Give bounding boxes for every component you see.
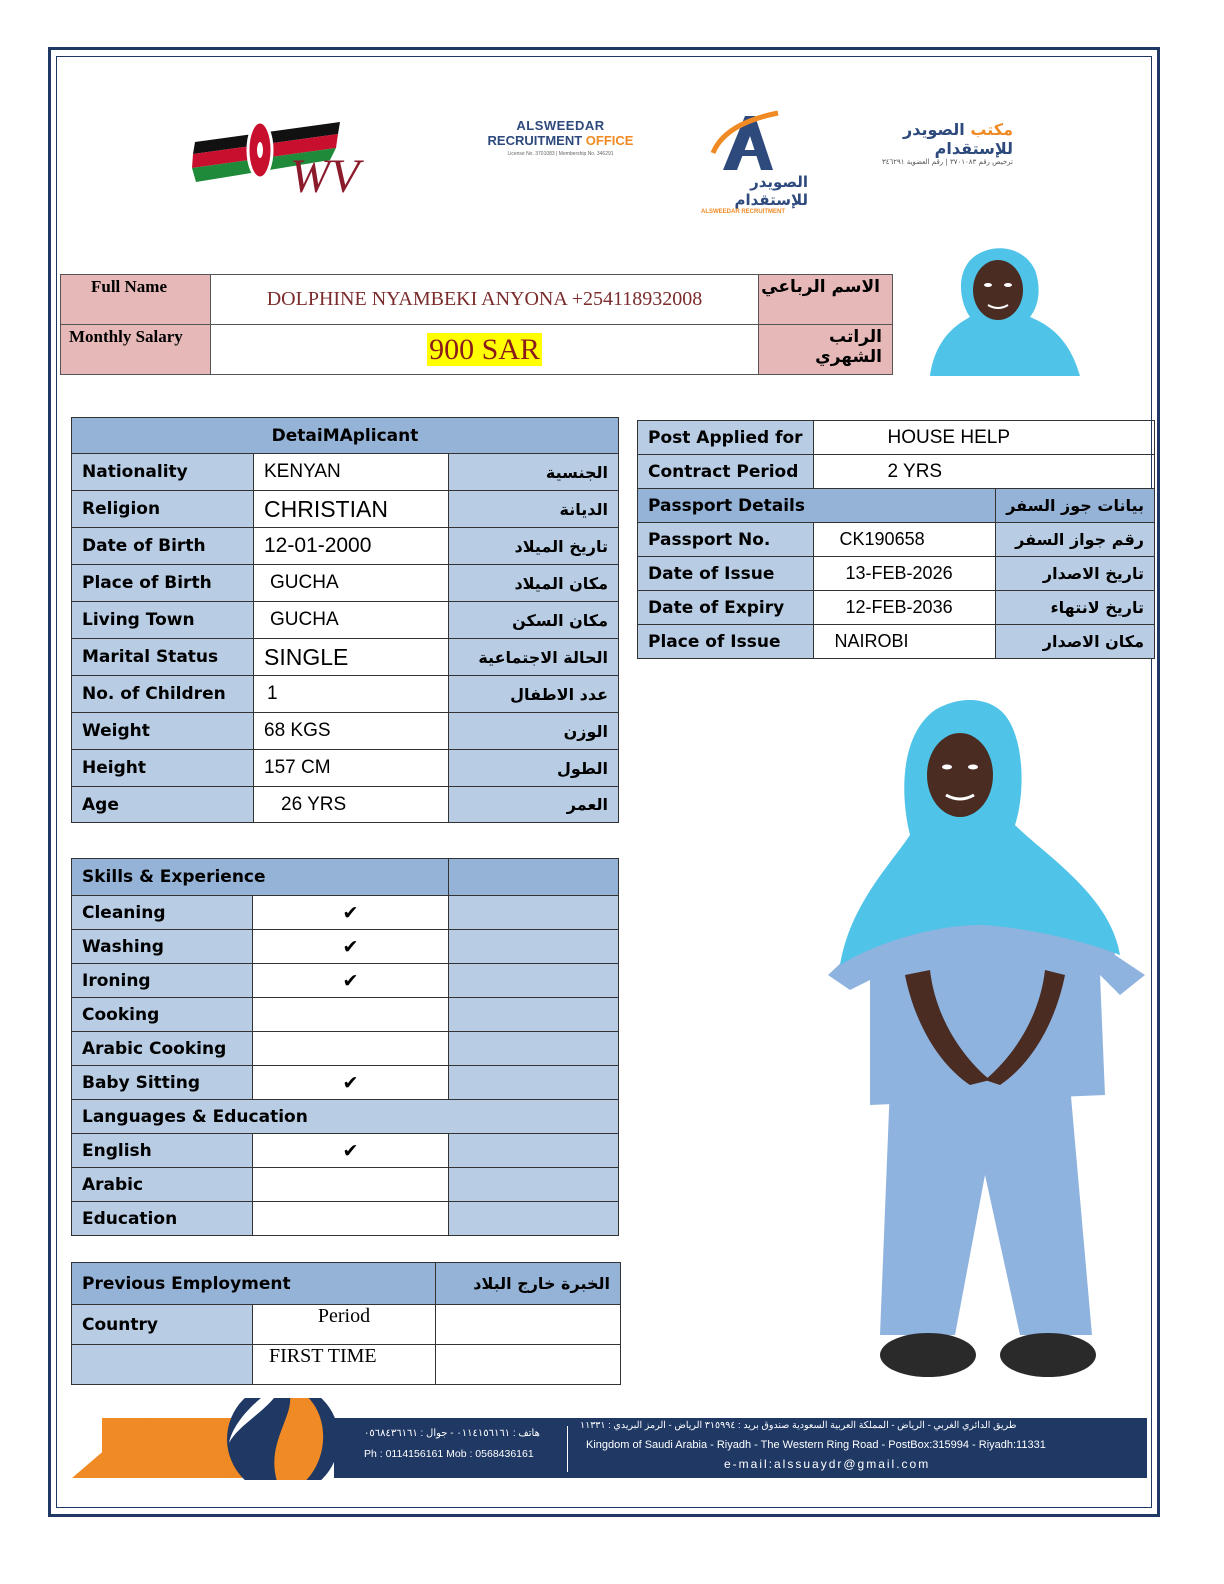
skills-title: Skills & Experience [72,859,449,896]
skill-check-mark [253,998,448,1032]
skill-check-mark [253,1032,448,1066]
name-salary-table [60,274,893,375]
skill-label: Baby Sitting [72,1066,253,1100]
details-value: 68 KGS [254,713,449,750]
footer-email: e-mail:alssuaydr@gmail.com [724,1457,931,1471]
country-label: Country [72,1305,253,1345]
languages-title: Languages & Education [72,1100,619,1134]
details-label: No. of Children [72,676,254,713]
details-value: CHRISTIAN [254,491,449,528]
details-value: 12-01-2000 [254,528,449,565]
svg-text:WV: WV [290,150,360,203]
details-label: Height [72,750,254,787]
details-arabic: العمر [449,787,619,823]
details-value: SINGLE [254,639,449,676]
skill-extra-cell [448,964,618,998]
details-arabic: الديانة [449,491,619,528]
alsweedar-a-logo [678,108,808,213]
passport-value: CK190658 [813,523,996,557]
applicant-details-table [71,417,619,823]
full-name-value: DOLPHINE NYAMBEKI ANYONA +254118932008 [211,275,759,325]
details-label: Religion [72,491,254,528]
skill-extra-cell [448,930,618,964]
skill-check-mark: ✔ [253,964,448,998]
office-logo-line1: ALSWEEDAR [516,118,605,133]
skill-check-mark: ✔ [253,896,448,930]
skill-check-mark: ✔ [253,1066,448,1100]
details-value: 1 [254,676,449,713]
full-name-label: Full Name [61,275,211,325]
employment-blank-cell [436,1305,621,1345]
passport-details-header: Passport Details [638,489,996,523]
skills-header-blank [448,859,618,896]
passport-label: Date of Issue [638,557,814,591]
language-check-mark [253,1202,448,1236]
wv-kenya-logo [190,100,405,205]
details-arabic: الجنسية [449,454,619,491]
contract-period-label: Contract Period [638,455,814,489]
language-extra-cell [448,1168,618,1202]
footer-phone-english: Ph : 0114156161 Mob : 0568436161 [364,1448,534,1460]
a-logo-english: ALSWEEDAR RECRUITMENT [701,209,785,215]
office-logo-line2: RECRUITMENT OFFICE [487,133,634,148]
employment-country-cell [72,1345,253,1385]
employment-blank-cell [436,1345,621,1385]
skill-check-mark: ✔ [253,930,448,964]
footer-circle-logo-icon [224,1398,342,1480]
passport-value: 13-FEB-2026 [813,557,996,591]
full-name-arabic: الاسم الرباعي [759,275,893,325]
footer-phone-arabic: هاتف : ٠١١٤١٥٦١٦١ - جوال : ٠٥٦٨٤٣٦١٦١ [364,1428,540,1439]
details-value: 157 CM [254,750,449,787]
alsweedar-arabic-logo [828,120,1013,170]
footer-divider [567,1426,568,1472]
details-arabic: تاريخ الميلاد [449,528,619,565]
footer-address-english: Kingdom of Saudi Arabia - Riyadh - The Western Ring Road - PostBox:315994 - Riyadh:11331 [586,1439,1046,1451]
skill-label: Cleaning [72,896,253,930]
details-title: DetaiMAplicant [72,418,619,454]
skill-label: Arabic Cooking [72,1032,253,1066]
first-time-value: FIRST TIME [253,1345,436,1385]
details-label: Place of Birth [72,565,254,602]
language-check-mark: ✔ [253,1134,448,1168]
passport-value: NAIROBI [813,625,996,659]
employment-title: Previous Employment [72,1263,436,1305]
details-arabic: الطول [449,750,619,787]
details-label: Age [72,787,254,823]
post-applied-label: Post Applied for [638,421,814,455]
footer-orange-wedge [72,1418,234,1478]
contract-period-value: 2 YRS [813,455,1154,489]
details-arabic: الوزن [449,713,619,750]
details-value: KENYAN [254,454,449,491]
a-logo-arabic: الصويدر للإستقدام [734,173,808,209]
details-label: Marital Status [72,639,254,676]
details-label: Date of Birth [72,528,254,565]
period-label: Period [253,1305,436,1345]
skills-table [71,858,619,1236]
details-arabic: مكان الميلاد [449,565,619,602]
language-label: Arabic [72,1168,253,1202]
language-extra-cell [448,1134,618,1168]
language-check-mark [253,1168,448,1202]
language-extra-cell [448,1202,618,1236]
passport-arabic: تاريخ الاصدار [996,557,1155,591]
details-value: 26 YRS [254,787,449,823]
page-footer [72,1398,1147,1480]
skill-extra-cell [448,998,618,1032]
details-label: Nationality [72,454,254,491]
skill-label: Washing [72,930,253,964]
details-label: Living Town [72,602,254,639]
footer-address-arabic: طريق الدائري الغربي - الرياض - المملكة العربية السعودية صندوق بريد : ٣١٥٩٩٤ الرياض - الرمز البريدي : ١١٣٣١ [580,1420,1017,1431]
employment-title-arabic: الخبرة خارج البلاد [436,1263,621,1305]
skill-extra-cell [448,1032,618,1066]
passport-details-header-arabic: بيانات جوز السفر [996,489,1155,523]
monthly-salary-value: 900 SAR [429,332,540,366]
alsweedar-office-logo [478,118,643,178]
details-arabic: عدد الاطفال [449,676,619,713]
applicant-portrait-photo [910,245,1088,376]
applicant-full-body-photo [820,695,1150,1390]
right-logo-arabic: مكتب الصويدر للإستقدام [903,120,1013,158]
monthly-salary-label: Monthly Salary [61,325,211,375]
passport-label: Date of Expiry [638,591,814,625]
previous-employment-table [71,1262,621,1385]
passport-value: 12-FEB-2036 [813,591,996,625]
office-logo-license: License No. 3701083 | Membership No. 346291 [507,151,614,157]
skill-extra-cell [448,1066,618,1100]
passport-label: Place of Issue [638,625,814,659]
passport-arabic: رقم جواز السفر [996,523,1155,557]
details-value: GUCHA [254,565,449,602]
right-logo-license: ترخيص رقم ٣٧٠١٠٨٣ | رقم العضوية ٣٤٦٢٩١ [881,158,1013,166]
skill-label: Cooking [72,998,253,1032]
post-applied-value: HOUSE HELP [813,421,1154,455]
skill-extra-cell [448,896,618,930]
monthly-salary-arabic: الراتب الشهري [759,325,893,375]
monthly-salary-cell [211,325,759,375]
details-label: Weight [72,713,254,750]
post-passport-table [637,420,1155,659]
passport-arabic: مكان الاصدار [996,625,1155,659]
details-arabic: الحالة الاجتماعية [449,639,619,676]
passport-arabic: تاريخ لانتهاء [996,591,1155,625]
passport-label: Passport No. [638,523,814,557]
skill-label: Ironing [72,964,253,998]
details-value: GUCHA [254,602,449,639]
language-label: Education [72,1202,253,1236]
language-label: English [72,1134,253,1168]
details-arabic: مكان السكن [449,602,619,639]
